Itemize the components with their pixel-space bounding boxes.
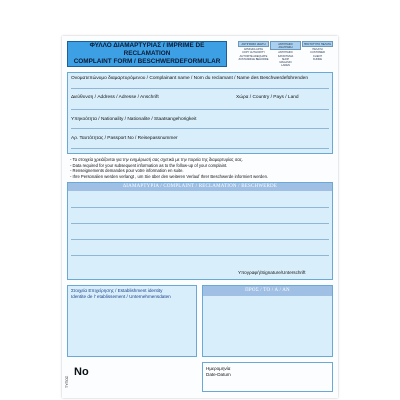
- signature-label: Υπογραφή/Signature/Unterschrift: [238, 270, 306, 275]
- date-label-line2: Date-Datum: [206, 372, 231, 377]
- copy-line: ΑΡΜΟΔΙΑ ΑΡΧΗ: [243, 48, 264, 52]
- copy-line: CUSTOMER: [310, 51, 325, 55]
- form-code: ΤΥΠΟΣ: [65, 375, 69, 388]
- complaint-line: [71, 239, 329, 240]
- name-field-label: Ονοματεπώνυμο διαμαρτυρόμενου / Complainant name / Nom du reclamant / Name des Beschwerdeführenden: [71, 76, 308, 81]
- country-field-label: Χώρα / Country / Pays / Land: [236, 95, 299, 100]
- copy-line: COPY AUTHORITY: [242, 51, 265, 55]
- copy-line: CLIENT: [312, 54, 323, 58]
- copy-line: AUTORITE ADEQUATE: [239, 54, 268, 58]
- recipient-header: ΠΡΟΣ / TO / A / AN: [203, 286, 332, 296]
- complaint-form-sheet: [62, 36, 338, 398]
- form-title-line2: COMPLAINT FORM / BESCHWERDEFORMULAR: [73, 58, 221, 65]
- complaint-panel: [67, 182, 333, 280]
- complaint-line: [71, 207, 329, 208]
- copy-header: ΑΝΤΙΓΡΑΦΟ ΙΔΙΩΤΗ: [238, 41, 269, 47]
- privacy-notes: [70, 157, 332, 179]
- note-line: - Ihre Personalien werden verlangt , um Sie über den weiteren Verlauf Ihrer Beschwerde informiert werden.: [70, 173, 269, 179]
- form-title-line1: ΦΥΛΛΟ ΔΙΑΜΑΡΤΥΡΙΑΣ / IMPRIME DE RECLAMATION: [89, 42, 205, 57]
- nationality-line: [71, 128, 329, 129]
- copy-legend: [238, 41, 333, 68]
- complaint-line: [71, 255, 329, 256]
- establishment-panel: [67, 285, 197, 357]
- address-field-label: Διεύθυνση / Address / Adresse / Anschrift: [71, 95, 159, 100]
- copy-line: SHOP: [281, 57, 290, 61]
- copy-column-shop: [270, 41, 301, 68]
- name-line: [71, 88, 329, 89]
- form-title: [67, 41, 227, 67]
- personal-details-panel: [67, 72, 333, 154]
- establishment-label-line1: Στοιχεία Επιχείρησης / Establishment identity: [71, 288, 163, 293]
- copy-line: ΑΝΤΙΓΡΑΦΟ: [278, 51, 293, 55]
- copy-column-customer: [302, 41, 333, 65]
- address-line: [71, 109, 329, 110]
- copy-header: ΑΝΤΙΓΡΑΦΟ ΑΝΑΓΡΑΦΗ: [270, 41, 301, 50]
- copy-line: MAGASIN: [279, 61, 292, 65]
- date-label-line1: Ημερομηνία: [206, 366, 231, 371]
- note-line: - Τα στοιχεία χρειάζονται για την ενημέρωσή σας σχετικά με την πορεία της διαμαρτυρίας σας.: [70, 157, 243, 162]
- copy-line: ΚΑΤΑΣΤΗΜΑ: [277, 54, 294, 58]
- date-box: [202, 362, 333, 392]
- copy-header: ΠΡΩΤΟΤΥΠΟ ΠΕΛΑΤΗ: [303, 42, 332, 46]
- complaint-line: [71, 223, 329, 224]
- copy-line: ZUSTANDIGE BEHORDE: [238, 57, 269, 61]
- note-line: - Renseignements demandes pour votre information en suite.: [70, 168, 184, 174]
- copy-line: ΠΕΛΑΤΗ: [312, 48, 323, 52]
- complaint-header: ΔΙΑΜΑΡΤΥΡΙΑ / COMPLAINT / RECLAMATION / BESCHWERDE: [68, 183, 332, 191]
- passport-line: [71, 148, 329, 149]
- copy-line: KUNDE: [312, 57, 323, 61]
- establishment-label-line2: Identite de l' etablissement / Unternehmensdaten: [71, 294, 171, 299]
- passport-field-label: Αρ. Ταυτότητας / Passport No / Reisepassnummer: [71, 136, 178, 141]
- form-number-label: No: [74, 366, 89, 378]
- nationality-field-label: Υπηκοότητα / Nationality / Nationalite / Staatsangehorigkeit: [71, 117, 197, 122]
- copy-line: LADEN: [281, 64, 290, 68]
- recipient-panel: [202, 285, 333, 357]
- copy-column-authority: [238, 41, 269, 65]
- note-line: - Data required for your subsequent information as to the follow-up of your complaint.: [70, 162, 228, 168]
